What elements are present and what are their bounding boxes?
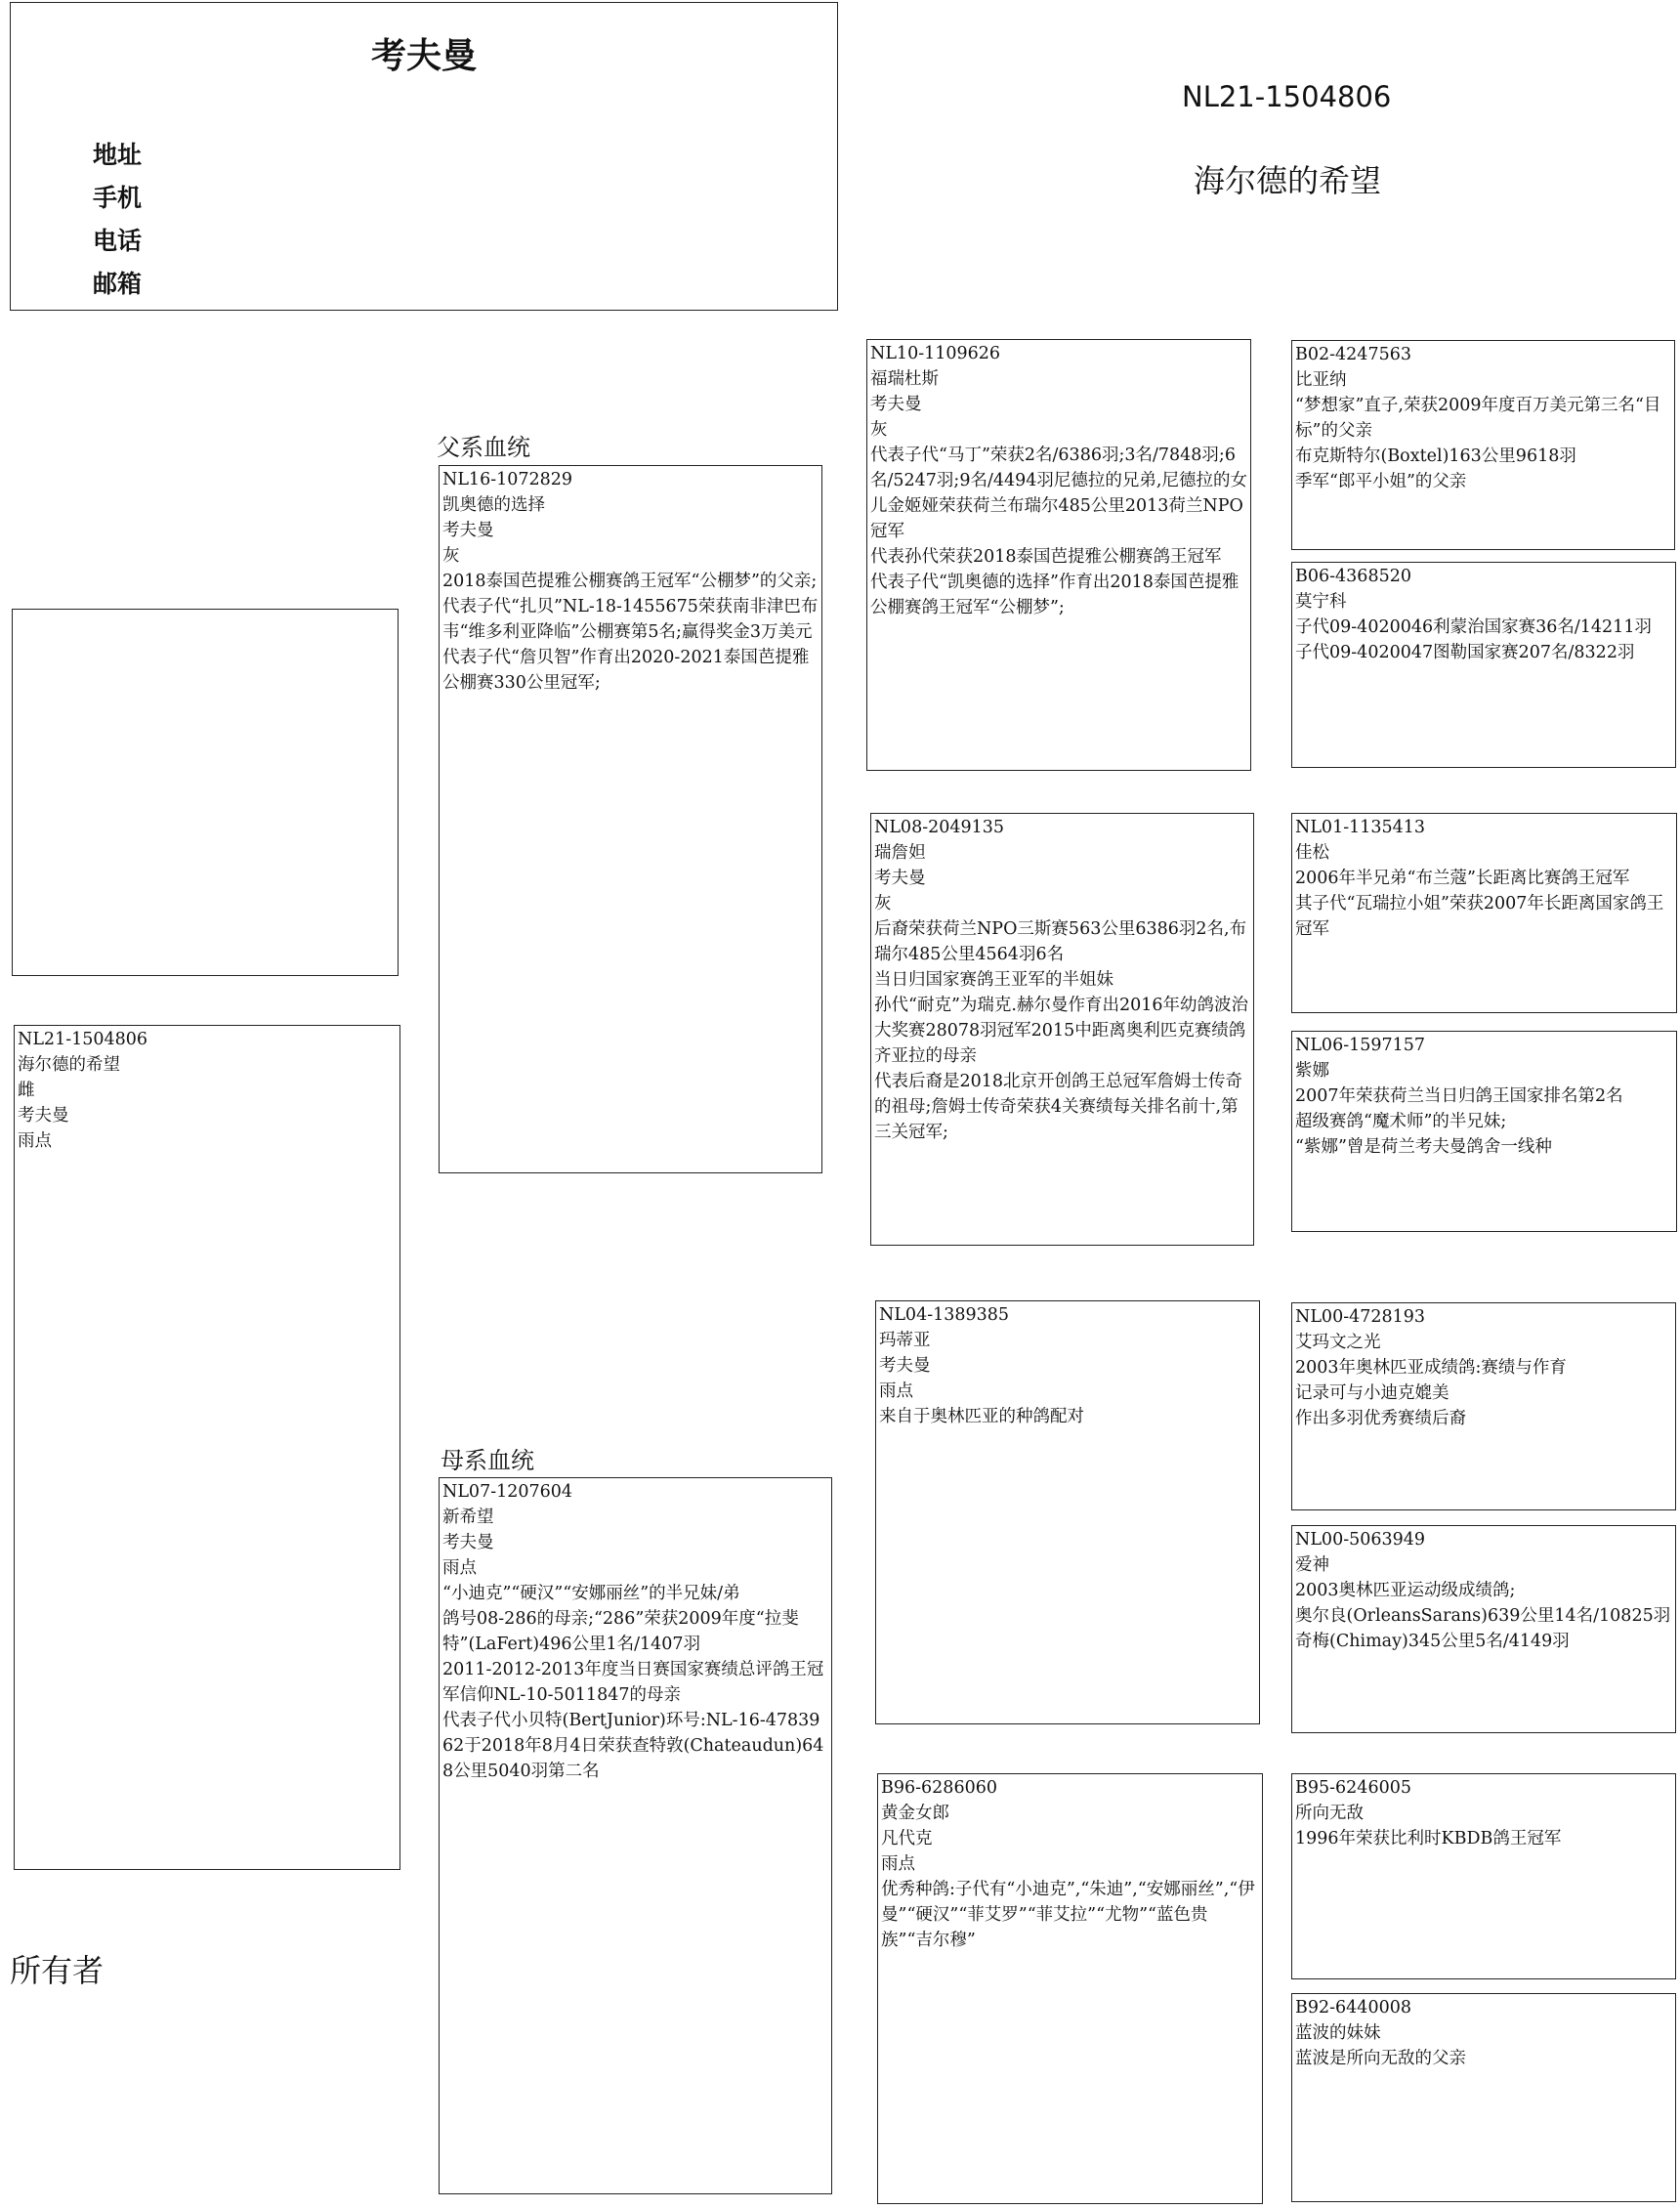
strain: 考夫曼 — [879, 1356, 931, 1376]
note: 记录可与小迪克媲美 — [1295, 1383, 1449, 1403]
strain: 凡代克 — [881, 1829, 933, 1848]
ring-number: NL01-1135413 — [1295, 818, 1426, 837]
color: 灰 — [870, 420, 888, 440]
granddam-maternal-card — [877, 1773, 1263, 2204]
color: 雨点 — [879, 1381, 913, 1401]
note: 作出多羽优秀赛绩后裔 — [1295, 1409, 1466, 1428]
contact-label-email: 邮箱 — [93, 270, 143, 298]
ring-number: B95-6246005 — [1295, 1778, 1411, 1798]
note: 2006年半兄弟“布兰蔻”长距离比赛鸽王冠军 — [1295, 869, 1630, 888]
name: 莫宁科 — [1295, 592, 1347, 612]
strain: 考夫曼 — [874, 869, 926, 888]
note: 布克斯特尔(Boxtel)163公里9618羽 — [1295, 446, 1576, 466]
name: 瑞詹妲 — [874, 843, 926, 863]
note: 代表后裔是2018北京开创鸽王总冠军詹姆士传奇的祖母;詹姆士传奇荣获4关赛绩每关排名前十,第三关冠军; — [874, 1072, 1243, 1142]
owner-label: 所有者 — [10, 1952, 105, 1989]
contact-label-address: 地址 — [93, 141, 143, 169]
pigeon-name: 海尔德的希望 — [1194, 162, 1382, 199]
great-grandparent-card-5 — [1291, 1302, 1676, 1510]
ring-number: NL10-1109626 — [870, 344, 1001, 363]
ring-number: NL08-2049135 — [874, 818, 1005, 837]
great-grandparent-card-8 — [1291, 1993, 1676, 2202]
strain: 考夫曼 — [870, 395, 922, 414]
great-grandparent-card-6 — [1291, 1525, 1676, 1733]
name: 佳松 — [1295, 843, 1329, 863]
note: 2011-2012-2013年度当日赛国家赛绩总评鸽王冠军信仰NL-10-5011847的母亲 — [442, 1660, 824, 1705]
note: 蓝波是所向无敌的父亲 — [1295, 2049, 1466, 2068]
color: 灰 — [442, 546, 460, 566]
note: 超级赛鸽“魔术师”的半兄妹; — [1295, 1112, 1507, 1131]
great-grandparent-card-7 — [1291, 1773, 1676, 1979]
name: 新希望 — [442, 1508, 494, 1527]
ring-number: B96-6286060 — [881, 1778, 997, 1798]
subject-pigeon-card — [14, 1025, 400, 1870]
ring-number: NL21-1504806 — [1182, 80, 1392, 113]
name: 福瑞杜斯 — [870, 369, 939, 389]
name: 凯奥德的选择 — [442, 495, 545, 515]
note: 后裔荣获荷兰NPO三斯赛563公里6386羽2名,布瑞尔485公里4564羽6名 — [874, 919, 1247, 964]
great-grandparent-card-4 — [1291, 1031, 1677, 1232]
name: 比亚纳 — [1295, 370, 1347, 390]
ring-number: NL21-1504806 — [18, 1030, 148, 1049]
note: 奥尔良(OrleansSarans)639公里14名/10825羽 — [1295, 1606, 1671, 1626]
ring-number: NL16-1072829 — [442, 470, 573, 489]
dam-line-label: 母系血统 — [441, 1447, 534, 1474]
color: 雨点 — [881, 1854, 915, 1874]
note: 2007年荣获荷兰当日归鸽王国家排名第2名 — [1295, 1086, 1623, 1106]
ring-number: B92-6440008 — [1295, 1998, 1411, 2018]
note: 代表子代“扎贝”NL-18-1455675荣获南非津巴布韦“维多利亚降临”公棚赛第5名;赢得奖金3万美元 — [442, 597, 819, 642]
name: 所向无敌 — [1295, 1804, 1364, 1823]
note: “紫娜”曾是荷兰考夫曼鸽舍一线种 — [1295, 1137, 1552, 1157]
ring-number: NL00-4728193 — [1295, 1307, 1426, 1327]
name: 黄金女郎 — [881, 1804, 949, 1823]
note: 2018泰国芭提雅公棚赛鸽王冠军“公棚梦”的父亲; — [442, 572, 818, 591]
note: 子代09-4020047图勒国家赛207名/8322羽 — [1295, 643, 1635, 662]
strain: 考夫曼 — [18, 1106, 69, 1126]
breeder-header — [10, 2, 838, 311]
great-grandparent-card-2 — [1291, 562, 1676, 768]
note: “小迪克”“硬汉”“安娜丽丝”的半兄妹/弟 — [442, 1584, 740, 1603]
note: 孙代“耐克”为瑞克.赫尔曼作育出2016年幼鸽波治大奖赛28078羽冠军2015中距离奥利匹克赛绩鸽齐亚拉的母亲 — [874, 996, 1248, 1066]
sex: 雌 — [18, 1081, 35, 1100]
color: 灰 — [874, 894, 892, 913]
strain: 考夫曼 — [442, 1533, 494, 1552]
note: 奇梅(Chimay)345公里5名/4149羽 — [1295, 1632, 1570, 1651]
ring-number: NL07-1207604 — [442, 1482, 573, 1502]
name: 艾玛文之光 — [1295, 1333, 1381, 1352]
great-grandparent-card-3 — [1291, 813, 1677, 1013]
name: 紫娜 — [1295, 1061, 1329, 1081]
grandsire-maternal-card — [875, 1300, 1260, 1724]
note: 子代09-4020046利蒙治国家赛36名/14211羽 — [1295, 617, 1652, 637]
note: 鸽号08-286的母亲;“286”荣获2009年度“拉斐特”(LaFert)496公里1名/1407羽 — [442, 1609, 799, 1654]
ring-number: B06-4368520 — [1295, 567, 1411, 586]
note: 当日归国家赛鸽王亚军的半姐妹 — [874, 970, 1113, 990]
note: 其子代“瓦瑞拉小姐”荣获2007年长距离国家鸽王冠军 — [1295, 894, 1664, 939]
color: 雨点 — [18, 1131, 52, 1151]
name: 蓝波的妹妹 — [1295, 2023, 1381, 2043]
note: 代表子代“凯奥德的选择”作育出2018泰国芭提雅公棚赛鸽王冠军“公棚梦”; — [870, 573, 1239, 617]
note: 代表孙代荣获2018泰国芭提雅公棚赛鸽王冠军 — [870, 547, 1222, 567]
note: 代表子代“詹贝智”作育出2020-2021泰国芭提雅公棚赛330公里冠军; — [442, 648, 810, 693]
dam-card — [439, 1477, 832, 2194]
note: “梦想家”直子,荣获2009年度百万美元第三名“目标”的父亲 — [1295, 396, 1661, 441]
contact-label-mobile: 手机 — [93, 184, 143, 212]
ring-number: NL04-1389385 — [879, 1305, 1010, 1325]
note: 优秀种鸽:子代有“小迪克”,“朱迪”,“安娜丽丝”,“伊曼”“硬汉”“菲艾罗”“菲艾拉”“尤物”“蓝色贵族”“吉尔穆” — [881, 1880, 1255, 1950]
contact-label-phone: 电话 — [93, 227, 143, 255]
breeder-name: 考夫曼 — [370, 36, 477, 76]
ring-number: B02-4247563 — [1295, 345, 1411, 364]
note: 1996年荣获比利时KBDB鸽王冠军 — [1295, 1829, 1562, 1848]
note: 2003奥林匹亚运动级成绩鸽; — [1295, 1581, 1516, 1600]
grandsire-paternal-card — [866, 339, 1251, 771]
name: 爱神 — [1295, 1555, 1329, 1575]
sire-card — [439, 465, 822, 1173]
color: 雨点 — [442, 1558, 477, 1578]
note: 季军“郎平小姐”的父亲 — [1295, 472, 1467, 491]
strain: 考夫曼 — [442, 521, 494, 540]
name: 海尔德的希望 — [18, 1055, 120, 1075]
ring-number: NL06-1597157 — [1295, 1036, 1426, 1055]
great-grandparent-card-1 — [1291, 340, 1675, 550]
note: 来自于奥林匹亚的种鸽配对 — [879, 1407, 1084, 1426]
note: 代表子代小贝特(BertJunior)环号:NL-16-4783962于2018年8月4日荣获查特敦(Chateaudun)648公里5040羽第二名 — [442, 1711, 824, 1781]
granddam-paternal-card — [870, 813, 1254, 1246]
ring-number: NL00-5063949 — [1295, 1530, 1426, 1550]
note: 2003年奥林匹亚成绩鸽:赛绩与作育 — [1295, 1358, 1567, 1378]
sire-line-label: 父系血统 — [437, 434, 530, 461]
note: 代表子代“马丁”荣获2名/6386羽;3名/7848羽;6名/5247羽;9名/4494羽尼德拉的兄弟,尼德拉的女儿金姬娅荣获荷兰布瑞尔485公里2013荷兰NPO冠军 — [870, 446, 1247, 541]
pigeon-photo-frame — [12, 609, 399, 976]
name: 玛蒂亚 — [879, 1331, 931, 1350]
